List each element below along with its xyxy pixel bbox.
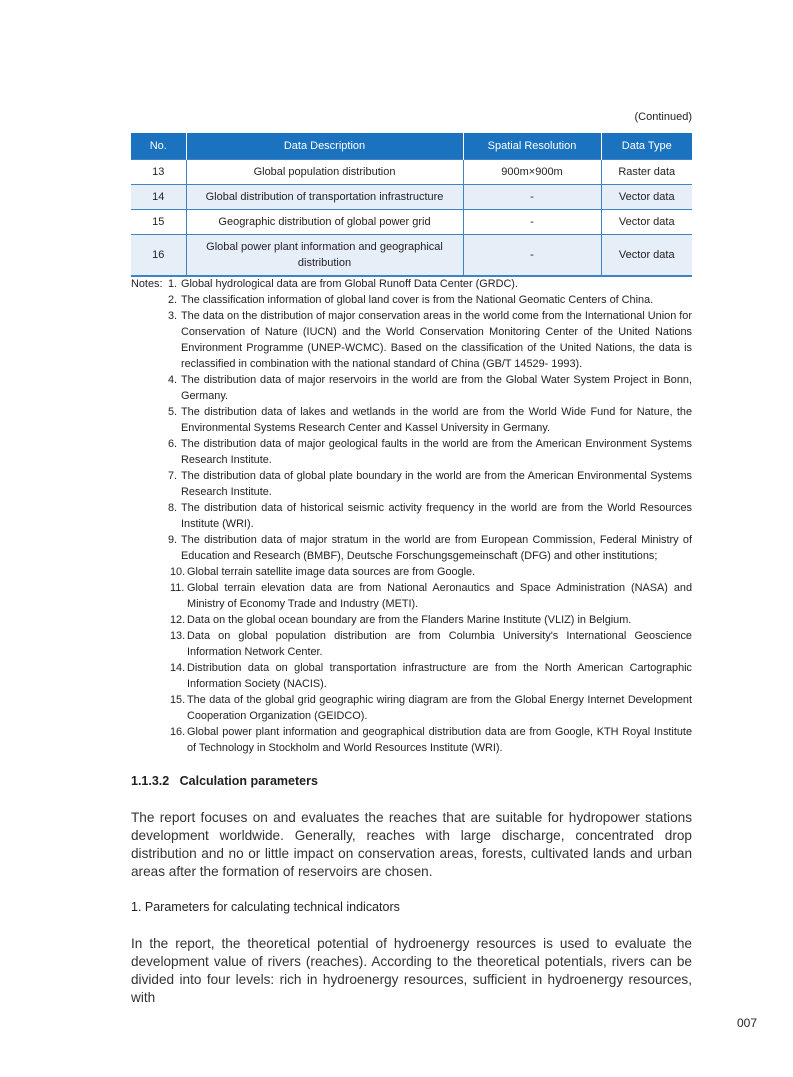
- note-text: The distribution data of major stratum in the world are from European Commission, Federal Ministry of Education and Research (BMBF), Deutsche Forschungsgemeinschaft (DFG) and other institutions;: [181, 534, 692, 562]
- note-text: The distribution data of lakes and wetlands in the world are from the World Wide Fund for Nature, the Environmental Systems Research Center and Kassel University in Germany.: [181, 406, 692, 434]
- notes-prefix: [131, 612, 170, 628]
- section-heading: 1.1.3.2 Calculation parameters: [131, 774, 318, 788]
- header-no: No.: [131, 133, 186, 160]
- subheading: 1. Parameters for calculating technical indicators: [131, 900, 400, 914]
- notes-prefix: [131, 580, 170, 612]
- note-text: The data on the distribution of major conservation areas in the world come from the International Union for Conservation of Nature (IUCN) and the World Conservation Monitoring Center of the United Nations Environment Programme (UNEP-WCMC). Based on the classification of the United Nations, the data is reclassified in combination with the national standard of China (GB/T 14529- 1993).: [181, 310, 692, 370]
- note-item: [131, 612, 692, 628]
- notes-prefix: Notes:: [131, 278, 163, 290]
- cell-resolution: -: [463, 185, 601, 210]
- note-item: [131, 532, 692, 564]
- notes: [131, 276, 692, 756]
- note-number: 9.: [168, 534, 178, 546]
- note-text: The distribution data of major reservoirs in the world are from the Global Water System Project in Bonn, Germany.: [181, 374, 692, 402]
- cell-description: Global power plant information and geographical distribution: [186, 235, 463, 277]
- note-number: 5.: [168, 406, 178, 418]
- notes-prefix: [131, 404, 168, 436]
- table-row: [131, 185, 692, 210]
- note-text: The distribution data of historical seismic activity frequency in the world are from the World Resources Institute (WRI).: [181, 502, 692, 530]
- note-number: 7.: [168, 470, 178, 482]
- note-item: [131, 628, 692, 660]
- cell-description: Global population distribution: [186, 160, 463, 185]
- notes-prefix: [131, 436, 168, 468]
- note-item: [131, 724, 692, 756]
- table-row: [131, 160, 692, 185]
- note-number: 8.: [168, 502, 178, 514]
- notes-prefix: [131, 724, 170, 756]
- cell-resolution: 900m×900m: [463, 160, 601, 185]
- notes-prefix: [131, 372, 168, 404]
- cell-resolution: -: [463, 210, 601, 235]
- note-text: Distribution data on global transportation infrastructure are from the North American Cartographic Information Society (NACIS).: [187, 662, 692, 690]
- note-number: 1.: [168, 278, 178, 290]
- header-type: Data Type: [601, 133, 692, 160]
- notes-prefix: [131, 468, 168, 500]
- note-item: [131, 404, 692, 436]
- note-text: The distribution data of global plate boundary in the world are from the American Environmental Systems Research Institute.: [181, 470, 692, 498]
- notes-prefix: [131, 308, 168, 372]
- note-text: Data on the global ocean boundary are from the Flanders Marine Institute (VLIZ) in Belgium.: [187, 614, 632, 626]
- notes-prefix: [131, 628, 170, 660]
- cell-no: 13: [131, 160, 186, 185]
- note-text: Global power plant information and geographical distribution data are from Google, KTH Royal Institute of Technology in Stockholm and World Resources Institute (WRI).: [187, 726, 692, 754]
- note-number: 14.: [170, 662, 186, 674]
- note-item: [131, 692, 692, 724]
- notes-prefix: [131, 292, 168, 308]
- continued-label: (Continued): [634, 111, 692, 123]
- note-item: [131, 372, 692, 404]
- table-header-row: [131, 133, 692, 160]
- cell-type: Vector data: [601, 235, 692, 277]
- note-text: The distribution data of major geological faults in the world are from the American Environment Systems Research Institute.: [181, 438, 692, 466]
- note-text: Global terrain satellite image data sources are from Google.: [187, 566, 476, 578]
- note-item: [131, 660, 692, 692]
- note-item: [131, 292, 692, 308]
- cell-no: 15: [131, 210, 186, 235]
- note-item: [131, 436, 692, 468]
- header-resolution: Spatial Resolution: [463, 133, 601, 160]
- cell-type: Vector data: [601, 210, 692, 235]
- cell-type: Raster data: [601, 160, 692, 185]
- note-number: 13.: [170, 630, 186, 642]
- note-text: Data on global population distribution are from Columbia University's International Geoscience Information Network Center.: [187, 630, 692, 658]
- page-number: 007: [737, 1016, 758, 1030]
- table-row: [131, 210, 692, 235]
- paragraph: The report focuses on and evaluates the reaches that are suitable for hydropower stations development worldwide. Generally, reaches with large discharge, concentrated drop distribution and no or little impact on conservation areas, forests, cultivated lands and urban areas after the formation of reservoirs are chosen.: [131, 810, 692, 879]
- notes-prefix: [131, 500, 168, 532]
- note-text: The classification information of global land cover is from the National Geomatic Centers of China.: [181, 294, 654, 306]
- note-item: [131, 500, 692, 532]
- cell-no: 16: [131, 235, 186, 277]
- note-number: 6.: [168, 438, 178, 450]
- note-number: 12.: [170, 614, 186, 626]
- cell-resolution: -: [463, 235, 601, 277]
- note-text: Global terrain elevation data are from National Aeronautics and Space Administration (NASA) and Ministry of Economy Trade and Industry (METI).: [187, 582, 692, 610]
- cell-type: Vector data: [601, 185, 692, 210]
- data-table: [131, 133, 692, 277]
- note-text: The data of the global grid geographic wiring diagram are from the Global Energy Internet Development Cooperation Organization (GEIDCO).: [187, 694, 692, 722]
- note-number: 2.: [168, 294, 178, 306]
- header-description: Data Description: [186, 133, 463, 160]
- cell-description: Geographic distribution of global power grid: [186, 210, 463, 235]
- cell-no: 14: [131, 185, 186, 210]
- note-item: [131, 276, 692, 292]
- note-number: 3.: [168, 310, 178, 322]
- note-number: 16.: [170, 726, 186, 738]
- notes-prefix: [131, 692, 170, 724]
- note-item: [131, 308, 692, 372]
- note-number: 11.: [170, 582, 185, 594]
- cell-description: Global distribution of transportation infrastructure: [186, 185, 463, 210]
- table-row: [131, 235, 692, 277]
- paragraph: In the report, the theoretical potential of hydroenergy resources is used to evaluate the development value of rivers (reaches). According to the theoretical potentials, rivers can be divided into four levels: rich in hydroenergy resources, sufficient in hydroenergy resources, with: [131, 936, 692, 1005]
- note-number: 4.: [168, 374, 178, 386]
- note-text: Global hydrological data are from Global Runoff Data Center (GRDC).: [181, 278, 518, 290]
- note-number: 15.: [170, 694, 186, 706]
- notes-prefix: [131, 660, 170, 692]
- note-item: [131, 468, 692, 500]
- note-item: [131, 564, 692, 580]
- note-number: 10.: [170, 566, 186, 578]
- notes-prefix: [131, 564, 170, 580]
- note-item: [131, 580, 692, 612]
- notes-prefix: [131, 532, 168, 564]
